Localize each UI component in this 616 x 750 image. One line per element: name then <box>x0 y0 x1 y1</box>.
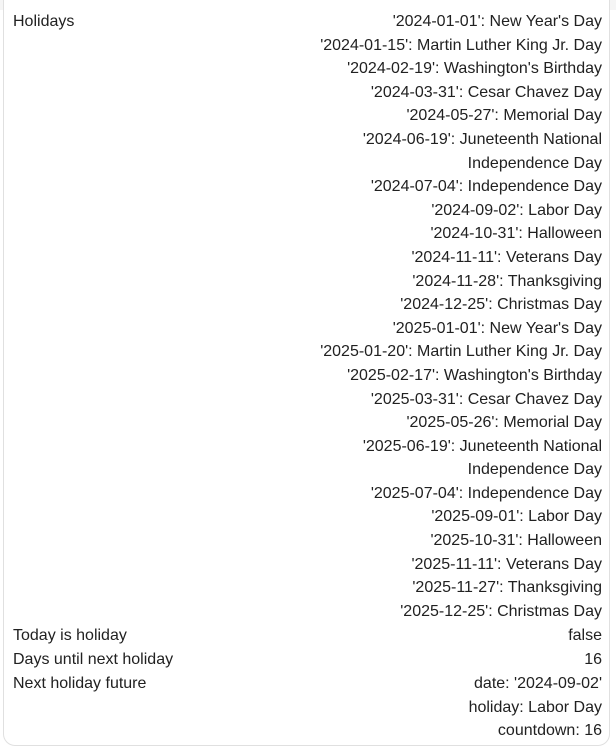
attribute-name: Days until next holiday <box>13 651 174 668</box>
attribute-value-line: '2025-02-17': Washington's Birthday <box>347 366 602 384</box>
attribute-value-line: '2024-09-02': Labor Day <box>431 201 602 219</box>
attribute-value-line: '2024-01-15': Martin Luther King Jr. Day <box>320 36 602 54</box>
attribute-value-line: '2025-10-31': Halloween <box>430 532 602 550</box>
attribute-value-line: holiday: Labor Day <box>468 698 602 716</box>
attribute-value-line: '2025-09-01': Labor Day <box>431 508 602 526</box>
attribute-row-holidays <box>13 10 602 624</box>
attribute-value-line: Independence Day <box>467 461 602 479</box>
attribute-value-line: '2025-01-01': New Year's Day <box>392 319 602 337</box>
attribute-value-line: '2024-02-19': Washington's Birthday <box>347 60 602 78</box>
attribute-value-next-holiday-future <box>469 672 602 743</box>
attribute-value-text: false <box>568 627 602 644</box>
attribute-value-line: '2024-06-19': Juneteenth National <box>362 130 602 148</box>
attribute-value-line: date: '2024-09-02' <box>474 675 602 692</box>
attribute-value-line: '2024-11-28': Thanksgiving <box>412 272 602 290</box>
attribute-value-line: '2024-07-04': Independence Day <box>370 178 602 196</box>
attribute-value-line: '2025-05-26': Memorial Day <box>406 414 602 432</box>
attribute-value-line: '2024-11-11': Veterans Day <box>411 248 602 266</box>
attribute-value <box>584 648 602 672</box>
attribute-value <box>568 624 602 648</box>
attribute-value-holidays <box>320 10 602 623</box>
attribute-value-line: '2024-01-01': New Year's Day <box>392 13 602 30</box>
attribute-value-line: '2024-12-25': Christmas Day <box>400 296 602 314</box>
attribute-row-days-until-next-holiday <box>13 648 602 672</box>
attribute-value-line: '2025-07-04': Independence Day <box>370 484 602 502</box>
attribute-value-line: '2025-06-19': Juneteenth National <box>362 437 602 455</box>
attribute-value-line: '2025-11-27': Thanksgiving <box>412 579 602 597</box>
attribute-value-line: '2024-05-27': Memorial Day <box>406 107 602 125</box>
attribute-value-text: 16 <box>584 651 602 668</box>
attribute-value-line: '2025-01-20': Martin Luther King Jr. Day <box>320 343 602 361</box>
attribute-name: Next holiday future <box>13 675 147 692</box>
attribute-value-line: '2025-11-11': Veterans Day <box>411 555 602 573</box>
attribute-value-line: '2024-10-31': Halloween <box>430 225 602 243</box>
attribute-name: Today is holiday <box>13 627 127 644</box>
attribute-value-line: countdown: 16 <box>497 722 602 740</box>
attribute-value-line: '2024-03-31': Cesar Chavez Day <box>370 83 602 101</box>
attribute-value-line: '2025-12-25': Christmas Day <box>400 602 602 620</box>
attribute-value-line: Independence Day <box>467 154 602 172</box>
attribute-row-next-holiday-future <box>13 672 602 744</box>
attribute-name: Holidays <box>13 13 75 30</box>
attribute-row-today-is-holiday <box>13 624 602 648</box>
attribute-value-line: '2025-03-31': Cesar Chavez Day <box>370 390 602 408</box>
